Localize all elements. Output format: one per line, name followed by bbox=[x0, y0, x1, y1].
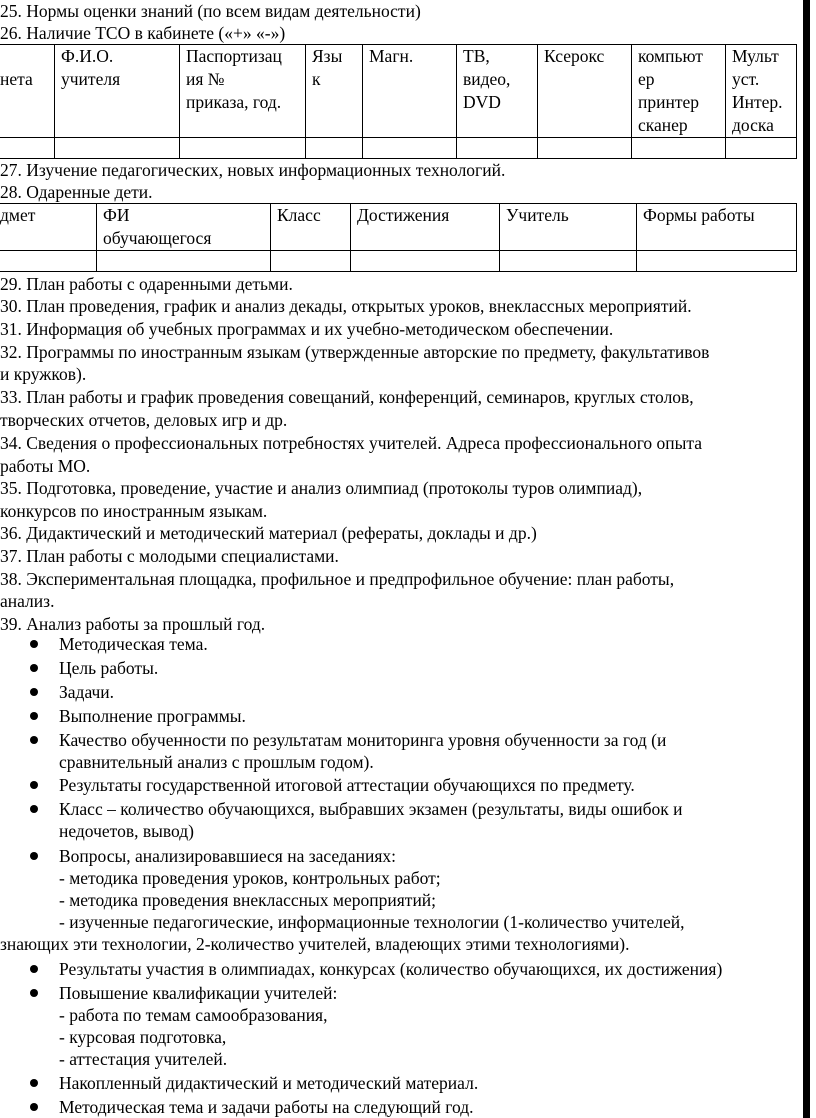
item-37: 37. План работы с молодыми специалистами. bbox=[0, 546, 339, 566]
bullet-class-cont: недочетов, вывод) bbox=[59, 821, 194, 841]
bullet-icon bbox=[30, 805, 38, 813]
item-34: 34. Сведения о профессиональных потребностях учителей. Адреса профессионального опыта bbox=[0, 433, 703, 453]
bullet-class: Класс – количество обучающихся, выбравших экзамен (результаты, виды ошибок и bbox=[59, 799, 683, 819]
bullet-method-theme: Методическая тема. bbox=[59, 634, 208, 654]
item-36: 36. Дидактический и методический материал (рефераты, доклады и др.) bbox=[0, 523, 537, 543]
bullet-tasks: Задачи. bbox=[59, 682, 115, 702]
bullet-qualification: Повышение квалификации учителей: bbox=[59, 983, 338, 1003]
bullet-next-year: Методическая тема и задачи работы на следующий год. bbox=[59, 1097, 474, 1117]
item-35: 35. Подготовка, проведение, участие и анализ олимпиад (протоколы туров олимпиад), bbox=[0, 478, 643, 498]
bullet-icon bbox=[30, 852, 38, 860]
gifted-col-teacher: Учитель bbox=[500, 204, 637, 251]
questions-sub-events: - методика проведения внеклассных мероприятий; bbox=[59, 890, 437, 910]
qualification-sub-self-education: - работа по темам самообразования, bbox=[59, 1005, 328, 1025]
tso-col-cabinet: нета bbox=[0, 45, 55, 138]
item-28: 28. Одаренные дети. bbox=[0, 182, 153, 202]
bullet-icon bbox=[30, 989, 38, 997]
questions-sub-technologies: - изученные педагогические, информационные технологии (1-количество учителей, bbox=[59, 912, 685, 932]
item-32: 32. Программы по иностранным языкам (утвержденные авторские по предмету, факультативов bbox=[0, 342, 710, 362]
item-32-cont: и кружков). bbox=[0, 364, 87, 384]
item-31: 31. Информация об учебных программах и их учебно-методическом обеспечении. bbox=[0, 319, 614, 339]
bullet-icon bbox=[30, 712, 38, 720]
item-30: 30. План проведения, график и анализ декады, открытых уроков, внеклассных мероприятий. bbox=[0, 296, 692, 316]
questions-sub-technologies-cont: знающих эти технологии, 2-количество учителей, владеющих этими технологиями). bbox=[0, 934, 630, 954]
bullet-quality: Качество обученности по результатам мониторинга уровня обученности за год (и bbox=[59, 730, 667, 750]
tso-col-teacher: Ф.И.О. учителя bbox=[55, 45, 180, 138]
item-33-cont: творческих отчетов, деловых игр и др. bbox=[0, 410, 288, 430]
qualification-sub-courses: - курсовая подготовка, bbox=[59, 1027, 227, 1047]
tso-col-tv: ТВ, видео, DVD bbox=[457, 45, 538, 138]
gifted-table bbox=[0, 203, 797, 272]
bullet-icon bbox=[30, 1079, 38, 1087]
item-35-cont: конкурсов по иностранным языкам. bbox=[0, 501, 268, 521]
bullet-icon bbox=[30, 965, 38, 973]
item-34-cont: работы МО. bbox=[0, 456, 91, 476]
item-26: 26. Наличие ТСО в кабинете («+» «-») bbox=[0, 23, 286, 43]
bullet-questions: Вопросы, анализировавшиеся на заседаниях: bbox=[59, 846, 396, 866]
tso-col-xerox: Ксерокс bbox=[538, 45, 632, 138]
item-25: 25. Нормы оценки знаний (по всем видам деятельности) bbox=[0, 1, 421, 21]
qualification-sub-attestation: - аттестация учителей. bbox=[59, 1049, 228, 1069]
bullet-materials: Накопленный дидактический и методический материал. bbox=[59, 1073, 479, 1093]
tso-empty-row bbox=[0, 138, 797, 159]
gifted-col-forms: Формы работы bbox=[637, 204, 797, 251]
item-38: 38. Экспериментальная площадка, профильное и предпрофильное обучение: план работы, bbox=[0, 569, 675, 589]
item-39: 39. Анализ работы за прошлый год. bbox=[0, 614, 266, 634]
bullet-icon bbox=[30, 781, 38, 789]
gifted-col-student: ФИ обучающегося bbox=[97, 204, 271, 251]
bullet-attestation: Результаты государственной итоговой аттестации обучающихся по предмету. bbox=[59, 775, 635, 795]
bullet-icon bbox=[30, 736, 38, 744]
bullet-icon bbox=[30, 1103, 38, 1111]
tso-table bbox=[0, 44, 797, 159]
item-38-cont: анализ. bbox=[0, 591, 55, 611]
item-33: 33. План работы и график проведения совещаний, конференций, семинаров, круглых столов, bbox=[0, 387, 694, 407]
item-29: 29. План работы с одаренными детьми. bbox=[0, 274, 293, 294]
bullet-program: Выполнение программы. bbox=[59, 706, 246, 726]
tso-col-passport: Паспортизац ия № приказа, год. bbox=[180, 45, 306, 138]
page-right-border bbox=[803, 0, 810, 1118]
gifted-col-subject: дмет bbox=[0, 204, 97, 251]
tso-col-multimedia: Мульт уст. Интер. доска bbox=[726, 45, 797, 138]
bullet-icon bbox=[30, 664, 38, 672]
bullet-icon bbox=[30, 640, 38, 648]
tso-col-magn: Магн. bbox=[363, 45, 457, 138]
gifted-col-class: Класс bbox=[271, 204, 351, 251]
gifted-col-achievements: Достижения bbox=[351, 204, 500, 251]
tso-header-row bbox=[0, 45, 797, 138]
gifted-header-row bbox=[0, 204, 797, 251]
tso-col-language: Язы к bbox=[306, 45, 363, 138]
tso-col-computer: компьют ер принтер сканер bbox=[632, 45, 726, 138]
questions-sub-lessons: - методика проведения уроков, контрольных работ; bbox=[59, 868, 441, 888]
item-27: 27. Изучение педагогических, новых информационных технологий. bbox=[0, 160, 506, 180]
bullet-goal: Цель работы. bbox=[59, 658, 159, 678]
bullet-icon bbox=[30, 688, 38, 696]
bullet-quality-cont: сравнительный анализ с прошлым годом). bbox=[59, 752, 374, 772]
bullet-olympiads: Результаты участия в олимпиадах, конкурсах (количество обучающихся, их достижения) bbox=[59, 959, 723, 979]
gifted-empty-row bbox=[0, 251, 797, 272]
